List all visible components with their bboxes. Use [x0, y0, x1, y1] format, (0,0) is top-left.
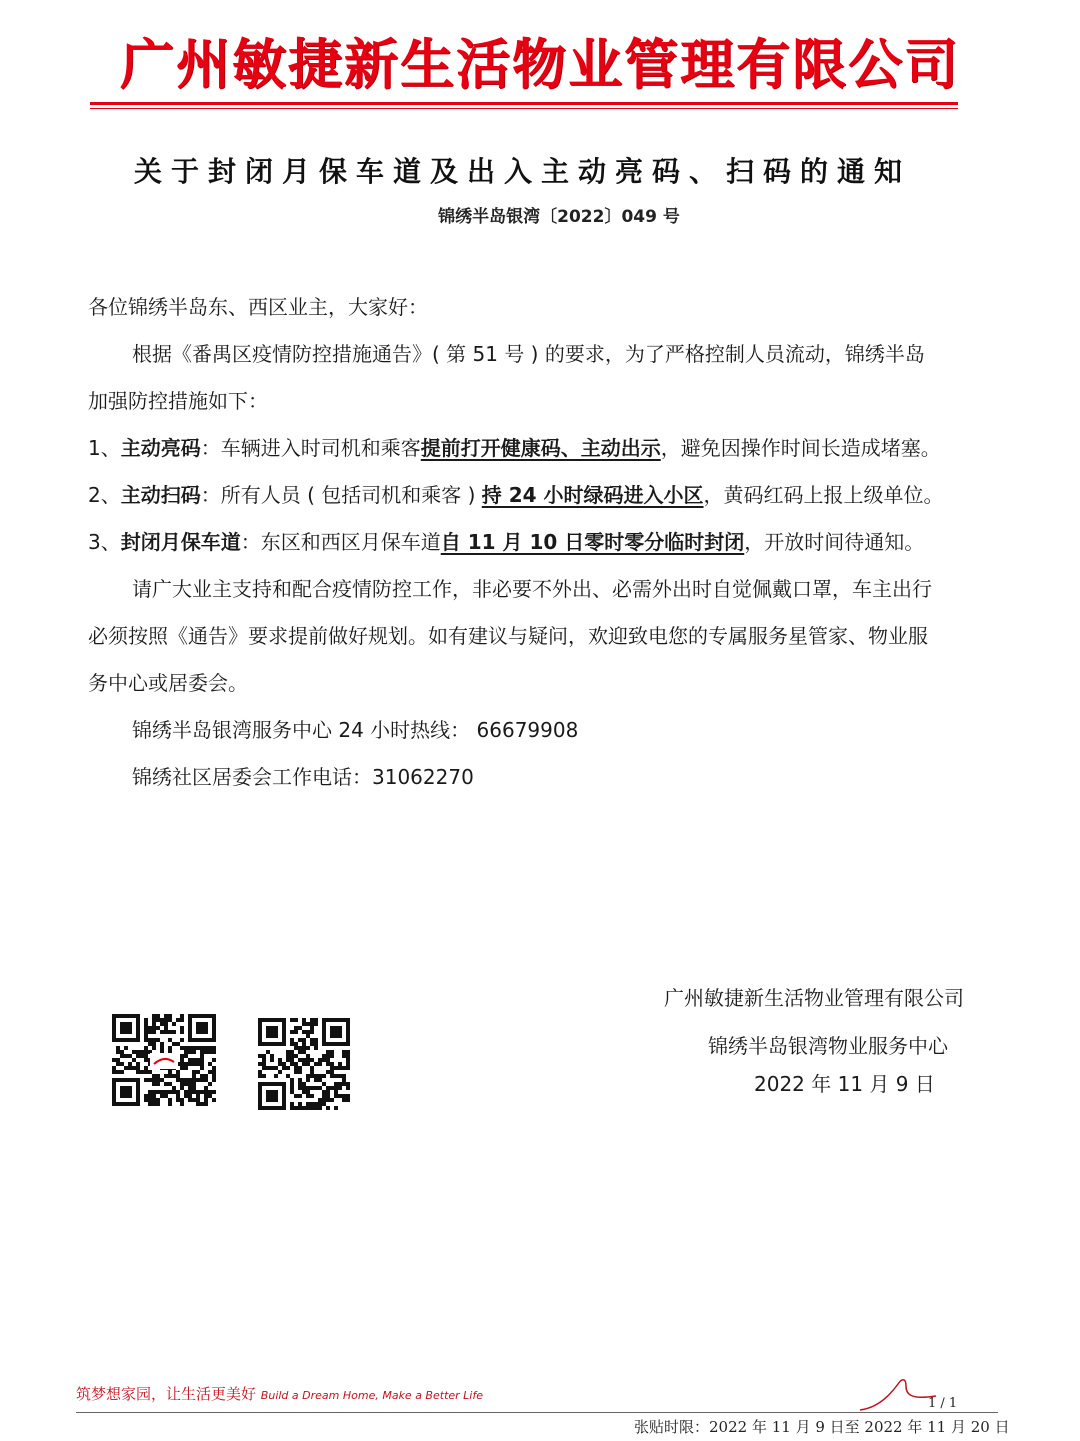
item-emphasis: 自 11 月 10 日零时零分临时封闭: [440, 530, 745, 554]
signature-date: 2022 年 11 月 9 日: [754, 1072, 935, 1096]
intro-line-2: 加强防控措施如下：: [88, 389, 268, 413]
item-text: ：所有人员 ( 包括司机和乘客 ): [200, 483, 482, 507]
item-tail: ，黄码红码上报上级单位。: [703, 483, 944, 507]
signature-service-center: 锦绣半岛银湾物业服务中心: [708, 1034, 948, 1058]
item-text: ：东区和西区月保车道: [240, 530, 441, 554]
item-heading: 封闭月保车道: [120, 530, 241, 554]
doc-number: 锦绣半岛银湾〔2022〕049 号: [438, 207, 680, 227]
qr-code-right: [258, 1018, 350, 1110]
footer-swoosh-icon: [858, 1376, 938, 1412]
posting-period: 张贴时限：2022 年 11 月 9 日至 2022 年 11 月 20 日: [634, 1418, 1010, 1436]
header-rule-thin: [90, 108, 958, 109]
greeting: 各位锦绣半岛东、西区业主，大家好：: [88, 295, 428, 319]
item-number: 2、: [88, 483, 121, 507]
slogan-cn: 筑梦想家园，让生活更美好: [76, 1385, 257, 1403]
page-number: 1 / 1: [928, 1396, 958, 1411]
footer-slogan: [76, 1383, 483, 1404]
measure-item-3: [88, 519, 924, 566]
committee-phone: 锦绣社区居委会工作电话：31062270: [132, 765, 474, 789]
item-tail: ，开放时间待通知。: [744, 530, 925, 554]
item-emphasis: 持 24 小时绿码进入小区: [481, 483, 704, 507]
signature-company: 广州敏捷新生活物业管理有限公司: [664, 986, 964, 1010]
notice-title: 关于封闭月保车道及出入主动亮码、扫码的通知: [133, 155, 911, 188]
company-header: 广州敏捷新生活物业管理有限公司: [120, 33, 960, 96]
item-emphasis: 提前打开健康码、主动出示: [420, 436, 661, 460]
footer-rule: [76, 1412, 998, 1413]
measure-item-1: [88, 425, 941, 472]
qr-code-left: [112, 1014, 216, 1108]
slogan-en: Build a Dream Home, Make a Better Life: [260, 1389, 483, 1402]
item-text: ：车辆进入时司机和乘客: [200, 436, 421, 460]
measure-item-2: [88, 472, 944, 519]
closing-line-2: 必须按照《通告》要求提前做好规划。如有建议与疑问，欢迎致电您的专属服务星管家、物业服: [88, 624, 928, 648]
item-number: 1、: [88, 436, 121, 460]
closing-line-3: 务中心或居委会。: [88, 671, 248, 695]
header-rule-thick: [90, 102, 958, 105]
item-heading: 主动扫码: [120, 483, 201, 507]
item-number: 3、: [88, 530, 121, 554]
service-hotline: 锦绣半岛银湾服务中心 24 小时热线： 66679908: [132, 718, 579, 742]
intro-line-1: 根据《番禺区疫情防控措施通告》( 第 51 号 ) 的要求，为了严格控制人员流动，锦绣半岛: [132, 342, 925, 366]
item-heading: 主动亮码: [120, 436, 201, 460]
closing-line-1: 请广大业主支持和配合疫情防控工作，非必要不外出、必需外出时自觉佩戴口罩，车主出行: [132, 577, 932, 601]
item-tail: ，避免因操作时间长造成堵塞。: [660, 436, 941, 460]
